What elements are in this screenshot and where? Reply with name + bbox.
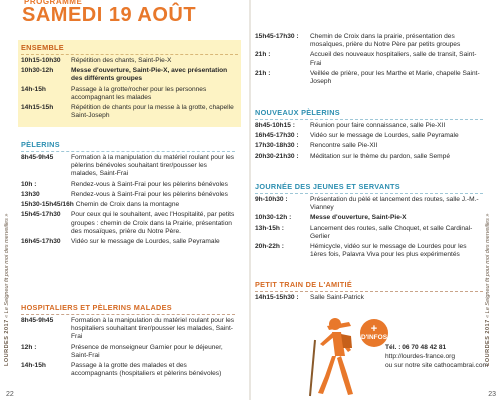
row-time: 12h : [21,343,37,351]
section-divider [21,314,235,315]
schedule-row [255,70,483,86]
schedule-row [21,181,235,189]
row-text: Formation à la manipulation du matériel roulant pour les hospitaliers souhaitant tirer/pousser les malades, Saint-Frai [71,317,235,341]
row-text: Présence de monseigneur Garnier pour le déjeuner, Saint-Frai [71,343,223,359]
row-text: Veillée de prière, pour les Marthe et Marie, chapelle Saint-Joseph [310,69,480,86]
programme-label: PROGRAMME [24,0,83,6]
row-text: Chemin de Croix dans la prairie, présentation des mosaïques, prière du Notre Père par petits groupes [310,33,461,49]
row-time: 20h30-21h30 : [255,152,299,160]
row-time: 8h45-10h15 : [255,122,295,129]
info-site-link[interactable]: http://lourdes-france.org [385,353,456,361]
schedule-row [21,191,235,199]
jeunes-section [255,182,483,262]
schedule-row [21,317,235,342]
schedule-row [255,294,483,302]
schedule-row [21,238,235,246]
ensemble-heading: ENSEMBLE [21,43,64,52]
side-text-strong: LOURDES 2017 [4,319,10,366]
train-heading: PETIT TRAIN DE L'AMITIÉ [255,280,353,289]
row-time: 21h : [255,69,271,77]
row-text: Passage à la grotte des malades et des accompagnants (hospitaliers et pèlerins bénévoles) [71,362,222,378]
schedule-row [21,201,235,209]
section-divider [255,291,483,292]
row-time: 16h45-17h30 : [255,132,299,140]
schedule-row [255,214,483,222]
page-title: SAMEDI 19 AOÛT [22,4,197,26]
row-text: Répétition des chants, Saint-Pie-X [71,57,172,64]
side-text-italic: « Le Seigneur fit pour moi des merveilles » [4,213,10,318]
page-number: 22 [6,391,14,398]
row-text: Rendez-vous à Saint-Frai pour les pèlerins bénévoles [71,180,228,188]
row-time: 14h15-15h [21,104,54,112]
info-contact [385,343,488,371]
section-divider [255,193,483,194]
row-time: 14h-15h [21,362,46,370]
pilgrim-walker-icon [305,316,363,398]
row-text: Passage à la grotte/rocher pour les personnes accompagnant les malades [71,85,207,101]
row-text: Vidéo sur le message de Lourdes, salle Peyramale [71,238,220,246]
section-divider [255,119,483,120]
plus-icon: + [370,322,378,335]
schedule-row [255,122,483,130]
row-text: Répétition de chants pour la messe à la grotte, chapelle Saint-Joseph [71,104,234,120]
schedule-row [21,211,235,236]
side-text-italic: « Le Seigneur fit pour moi des merveilles » [485,213,491,318]
row-time: 13h-15h : [255,224,284,232]
row-time: 14h-15h [21,85,46,93]
nouveaux-heading: NOUVEAUX PÈLERINS [255,108,340,117]
more-info-badge [360,319,388,347]
row-text: Formation à la manipulation du matériel roulant pour les pèlerins bénévoles souhaitant tirer/pousser les malades, Saint-Frai [71,154,235,178]
schedule-row [255,132,483,140]
schedule-row [21,86,238,102]
jeunes-heading: JOURNÉE DES JEUNES ET SERVANTS [255,182,400,191]
row-time: 10h15-10h30 [21,57,61,64]
schedule-row [21,104,238,120]
page-number: 23 [488,391,496,398]
row-text: Pour ceux qui le souhaitent, avec l'Hospitalité, par petits groupes : chemin de Croix dans la Prairie, présentation des mosaïques, prière du Notre Père. [71,211,235,235]
row-time: 21h : [255,51,271,59]
row-text: Salle Saint-Patrick [310,294,364,301]
row-text: Méditation sur le thème du pardon, salle Sempé [310,152,451,160]
row-text: Vidéo sur le message de Lourdes, salle Peyramale [310,132,459,140]
row-time: 20h-22h : [255,243,284,251]
row-time: 14h15-15h30 : [255,294,299,301]
row-text: Réunion pour faire connaissance, salle Pie-XII [310,122,446,129]
nouveaux-section [255,108,483,163]
schedule-row [21,154,235,179]
right-page [251,0,500,400]
info-site2-link[interactable]: ou sur notre site cathocambrai.com [385,362,488,370]
schedule-row [21,344,235,360]
hospitaliers-section [21,303,235,381]
row-text: Chemin de Croix dans la montagne [75,201,180,209]
schedule-row [255,33,483,49]
schedule-row [255,51,483,67]
row-text: Rencontre salle Pie-XII [310,142,378,150]
schedule-row [255,153,483,161]
pelerins-section [21,140,235,248]
row-time: 10h : [21,180,37,188]
train-section [255,280,483,304]
row-text: Messe d'ouverture, Saint-Pie-X [310,214,407,222]
row-text: Hémicycle, vidéo sur le message de Lourdes pour les 1ères fois, Palavra Viva pour les plus expérimentés [310,243,467,259]
schedule-row [21,57,238,65]
row-time: 15h45-17h30 [21,211,61,219]
schedule-row [255,225,483,241]
row-time: 16h45-17h30 [21,238,61,246]
info-phone: Tél. : 06 70 48 42 81 [385,344,447,351]
schedule-row [21,67,238,83]
more-info-box [303,316,493,396]
row-time: 15h45-17h30 : [255,33,299,40]
left-page [0,0,249,400]
section-divider [21,151,235,152]
side-text-strong: LOURDES 2017 [485,319,491,366]
schedule-row [255,243,483,259]
schedule-row [255,142,483,150]
row-time: 17h30-18h30 : [255,142,299,150]
badge-label: D'INFOS [360,333,388,341]
row-text: Rendez-vous à Saint-Frai pour les pèlerins bénévoles [71,190,228,198]
continued-section [255,33,483,88]
section-divider [21,54,238,55]
row-time: 13h30 [21,190,40,198]
row-time: 9h-10h30 : [255,196,288,203]
row-time: 8h45-9h45 [21,154,54,161]
side-running-text [485,214,491,366]
ensemble-section [18,40,241,127]
hospitaliers-heading: HOSPITALIERS ET PÈLERINS MALADES [21,303,172,312]
pelerins-heading: PÈLERINS [21,140,60,149]
row-text: Messe d'ouverture, Saint-Pie-X, avec présentation des différents groupes [71,67,228,83]
row-text: Présentation du pèlé et lancement des routes, salle J.-M.-Vianney [310,196,479,212]
row-text: Lancement des routes, salle Choquet, et salle Cardinal-Gerlier [310,224,473,240]
row-time: 8h45-9h45 [21,317,54,324]
side-running-text [4,214,10,366]
row-time: 10h30-12h [21,67,54,75]
row-text: Accueil des nouveaux hospitaliers, salle de transit, Saint-Frai [310,51,477,67]
row-time: 15h30-15h45/16h [21,201,74,209]
schedule-row [21,362,235,378]
row-time: 10h30-12h : [255,214,292,222]
schedule-row [255,196,483,212]
